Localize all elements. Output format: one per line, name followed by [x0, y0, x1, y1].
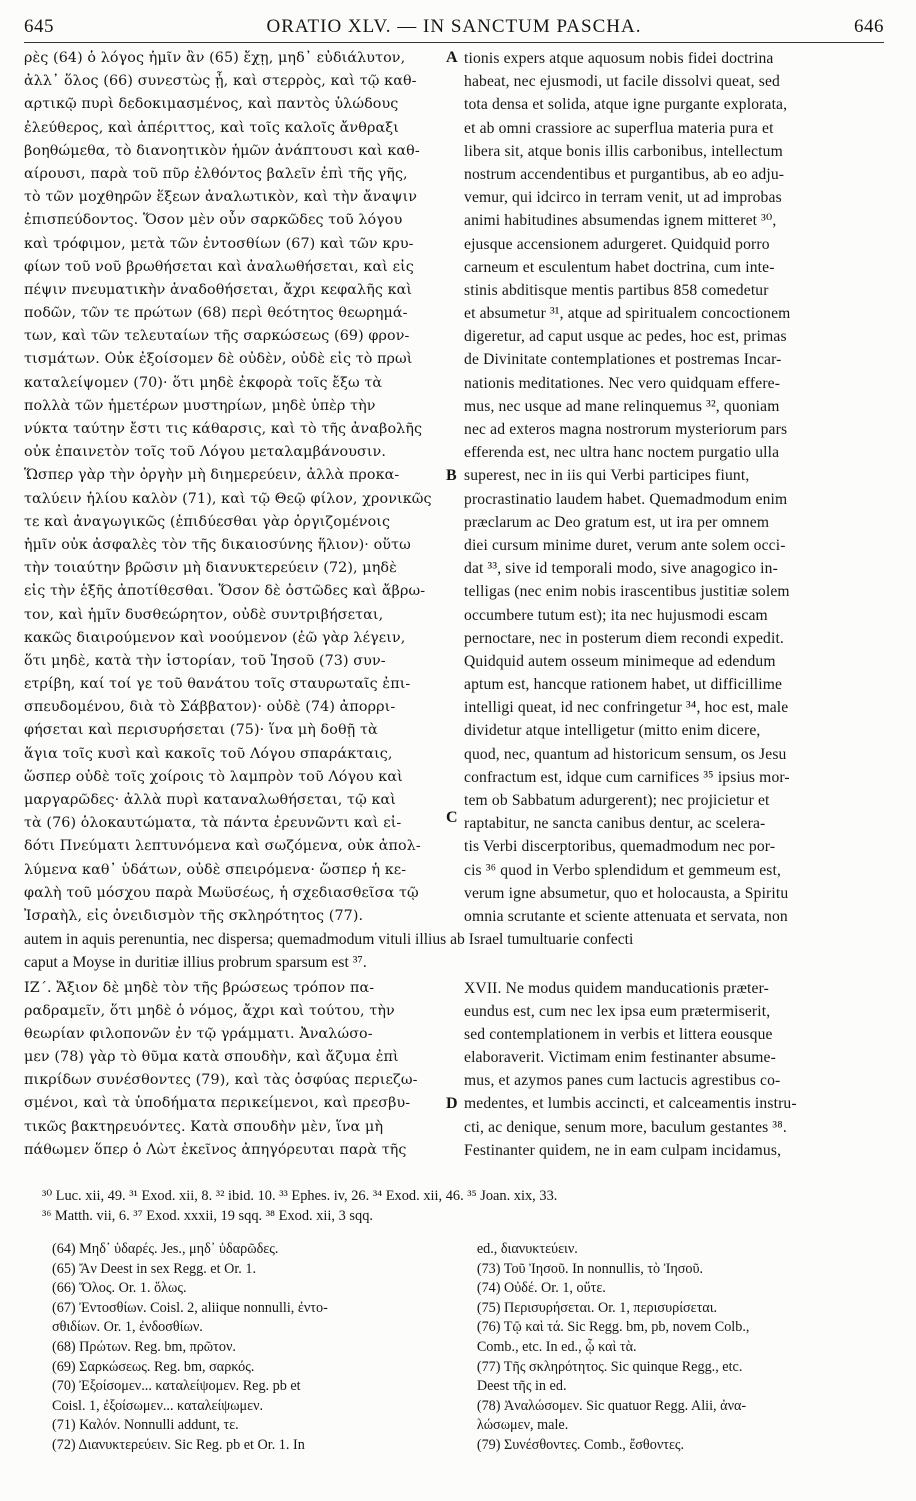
latin-column-xvii: [462, 977, 884, 1163]
full-width-latin: [24, 928, 884, 974]
latin-line: nostrum accendentibus et purgantibus, ab eo adju-: [464, 165, 785, 183]
greek-line: Ἰσραὴλ, εἰς ὀνειδισμὸν τῆς σκληρότητος (77).: [24, 907, 364, 924]
greek-column: [24, 47, 442, 928]
greek-line: τικῶς βακτηρευόντες. Κατὰ σπουδὴν μὲν, ἵνα μὴ: [24, 1118, 384, 1135]
latin-line: procrastinatio laudem habet. Quemadmodum enim: [464, 490, 788, 508]
latin-line: occumbere tutum est); ita nec hujusmodi escam: [464, 606, 768, 624]
margin-letter-c: C: [446, 809, 458, 826]
greek-line: φίων τοῦ νοῦ βρωθήσεται καὶ ἀναλωθήσεται, καὶ εἰς: [24, 258, 414, 275]
latin-line: pernoctare, nec in posterum diem recondi expedit.: [464, 629, 784, 647]
latin-line: digeretur, ad caput usque ac pedes, hoc est, primas: [464, 328, 787, 346]
greek-line: αρτικῷ πυρὶ δεδοκιμασμένος, καὶ παντὸς ὑλώδους: [24, 96, 399, 113]
greek-line: ραδραμεῖν, ὅτι μηδὲ ὁ νόμος, ἄχρι καὶ τούτου, τὴν: [24, 1002, 395, 1019]
scripture-ref-line: ³⁶ Matth. vii, 6. ³⁷ Exod. xxxii, 19 sqq. ³⁸ Exod. xii, 3 sqq.: [42, 1208, 373, 1224]
note-line: (68) Πρώτων. Reg. bm, πρῶτον.: [52, 1338, 236, 1355]
latin-line: tota densa et solida, atque igne purgante explorata,: [464, 96, 788, 114]
latin-line: eundus est, cum nec lex ipsa eum prætermiserit,: [464, 1002, 771, 1020]
greek-line: οὐκ ἐπαινετὸν τοῖς τοῦ Λόγου μεταλαμβάνουσιν.: [24, 444, 386, 461]
latin-line: nec ad exteros magna nostrorum mysteriorum pars: [464, 421, 788, 438]
greek-line: τισμάτων. Οὐκ ἐξοίσομεν δὲ οὐδὲν, οὐδὲ εἰς τὸ πρωὶ: [24, 351, 413, 368]
greek-line: μαργαρῶδες· ἀλλὰ πυρὶ καταναλωθήσεται, τῷ καὶ: [24, 792, 396, 808]
page-title: ORATIO XLV. — IN SANCTUM PASCHA.: [266, 16, 642, 37]
greek-line: τὰ (76) ὁλοκαυτώματα, τὰ πάντα ἐρευνῶντι καὶ εἰ-: [24, 815, 402, 832]
latin-line: intelligi queat, id nec confringetur ³⁴, hoc est, male: [464, 699, 789, 717]
greek-line: καταλείψομεν (70)· ὅτι μηδὲ ἐκφορὰ τοῖς ἔξω τὰ: [24, 374, 383, 391]
note-line: (78) Ἀναλώσομεν. Sic quatuor Regg. Alii, ἀνα-: [476, 1397, 747, 1414]
greek-line: πικρίδων συνέσθοντες (79), καὶ τὰς ὀσφύας περιεζω-: [24, 1072, 418, 1089]
note-line: (69) Σαρκώσεως. Reg. bm, σαρκός.: [52, 1358, 255, 1375]
greek-line: δότι Πνεύματι λεπτυνόμενα καὶ σωζόμενα, οὐκ ἀπολ-: [24, 838, 421, 855]
greek-line: τε καὶ ἀναγωγικῶς (ἐπιδύεσθαι γὰρ ὀργιζομένοις: [24, 513, 391, 530]
greek-line: των, καὶ τῶν τελευταίων τῆς σαρκώσεως (69) φρον-: [24, 328, 410, 345]
latin-line: et ab omni crassiore ac superflua materia pura et: [464, 119, 774, 137]
latin-column: [462, 47, 884, 928]
latin-line: de Divinitate contemplationes et postremas Incar-: [464, 351, 782, 369]
greek-line: θεωρίαν φιλοπονῶν ἐν τῷ γράμματι. Ἀναλώσο-: [24, 1025, 373, 1042]
latin-line: omnia scrutante et sciente attenuata et servata, non: [464, 907, 788, 925]
note-line: (76) Τῷ καὶ τά. Sic Regg. bm, pb, novem Colb.,: [476, 1319, 750, 1336]
note-line: (67) Ἐντοσθίων. Coisl. 2, aliique nonnulli, ἐντο-: [52, 1299, 328, 1316]
note-line: λώσωμεν, male.: [476, 1417, 569, 1434]
greek-line: τὸ τῶν μοχθηρῶν ἕξεων ἀναλωτικὸν, καὶ τὴν ἄναψιν: [24, 189, 418, 206]
latin-line: mus, et azymos panes cum lactucis agrestibus co-: [464, 1072, 781, 1090]
greek-line: τον, καὶ ἡμῖν δυσθεώρητον, οὐδὲ συντριβήσεται,: [24, 606, 384, 623]
latin-line: elaboraverit. Victimam enim festinanter absume-: [464, 1049, 776, 1067]
greek-line: τὴν τοιαύτην βρῶσιν μὴ διανυκτερεύειν (72), μηδὲ: [24, 560, 397, 577]
page-header: [24, 12, 884, 43]
note-line: Comb., etc. In ed., ᾧ καὶ τὰ.: [476, 1338, 637, 1355]
greek-line: ὅτι μηδὲ, κατὰ τὴν ἱστορίαν, τοῦ Ἰησοῦ (73) συν-: [24, 652, 386, 669]
latin-line: telligas (nec enim nobis irascentibus justitiæ solem: [464, 583, 790, 601]
greek-line: καὶ τρόφιμον, μετὰ τῶν ἐντοσθίων (67) καὶ τῶν κρυ-: [24, 235, 414, 252]
latin-line: vemur, qui idcirco in terram venit, ut ad improbas: [464, 189, 782, 207]
note-line: (66) Ὅλος. Or. 1. ὅλως.: [52, 1280, 187, 1297]
left-page-number: 645: [24, 16, 54, 37]
latin-line: efferenda est, nec ultra hanc noctem purgatio ulla: [464, 444, 780, 462]
greek-line: κακῶς διαιρούμενον καὶ νοούμενον (ἐῶ γὰρ λέγειν,: [24, 629, 406, 646]
greek-line: ρὲς (64) ὁ λόγος ἡμῖν ἂν (65) ἔχῃ, μηδ᾽ εὐδιάλυτον,: [24, 50, 406, 66]
notes-left-column: [24, 1240, 469, 1456]
greek-column-xvii: [24, 977, 442, 1163]
greek-line: πάθωμεν ὅπερ ὁ Λὼτ ἐκεῖνος ἀπηγόρευται παρὰ τῆς: [24, 1141, 407, 1158]
latin-line: animi habitudines absumendas ignem mitteret ³⁰,: [464, 212, 777, 230]
note-line: ed., διανυκτεύειν.: [476, 1241, 578, 1257]
latin-line: et absumetur ³¹, atque ad spiritualem concoctionem: [464, 305, 791, 323]
latin-line: carneum et esculentum habet doctrina, cum inte-: [464, 258, 775, 276]
greek-line: φαλὴ τοῦ μόσχου παρὰ Μωϋσέως, ἡ σχεδιασθεῖσα τῷ: [24, 884, 419, 901]
note-line: σθιδίων. Or. 1, ἐνδοσθίων.: [52, 1319, 203, 1336]
latin-line: quod, nec, quantum ad historicum sensum, os Jesu: [464, 745, 787, 763]
greek-line: βοηθώμεθα, τὸ διανοητικὸν ἡμῶν ἀνάπτουσι καὶ καθ-: [24, 142, 420, 159]
latin-line: dat ³³, sive id temporali modo, sive anagogico in-: [464, 560, 778, 578]
greek-line: ἀλλ᾽ ὅλος (66) συνεστὼς ᾖ, καὶ στερρὸς, καὶ τῷ καθ-: [24, 73, 417, 90]
latin-line: diei cursum minime duret, verum ante solem occi-: [464, 536, 786, 554]
greek-line: ὥσπερ οὐδὲ τοῖς χοίροις τὸ λαμπρὸν τοῦ Λόγου καὶ: [24, 768, 403, 785]
latin-line: tis Verbi discerptoribus, quemadmodum nec por-: [464, 838, 776, 856]
latin-line: Festinanter quidem, ne in eam culpam incidamus,: [464, 1141, 782, 1159]
scripture-references: [24, 1186, 884, 1226]
note-line: (70) Ἐξοίσομεν... καταλείψομεν. Reg. pb et: [52, 1378, 301, 1395]
greek-line: πέψιν πνευματικὴν ἀναδοθήσεται, ἄχρι κεφαλῆς καὶ: [24, 281, 413, 298]
latin-line: raptabitur, ne sancta canibus dentur, ac scelera-: [464, 815, 766, 833]
latin-line: tionis expers atque aquosum nobis fidei doctrina: [464, 50, 774, 67]
margin-gutter: [442, 47, 462, 928]
latin-line: mus, nec usque ad mane relinquemus ³², quoniam: [464, 397, 780, 415]
latin-line: habeat, nec ejusmodi, ut facile dissolvi queat, sed: [464, 73, 780, 91]
latin-line: tem ob Sabbatum adurgerent); nec projicietur et: [464, 792, 770, 809]
latin-line: superest, nec in iis qui Verbi participes fiunt,: [464, 467, 750, 485]
note-line: (75) Περισυρήσεται. Or. 1, περισυρίσεται.: [476, 1299, 718, 1316]
main-columns: [24, 47, 884, 928]
greek-line: ετρίβη, καί τοί γε τοῦ θανάτου τοῖς σταυρωταῖς ἐπι-: [24, 676, 411, 693]
note-line: (72) Διανυκτερεύειν. Sic Reg. pb et Or. 1. In: [52, 1436, 305, 1453]
latin-line: dividetur atque intelligetur (mitto enim dicere,: [464, 722, 761, 740]
greek-line: μεν (78) γὰρ τὸ θῦμα κατὰ σπουδὴν, καὶ ἄζυμα ἐπὶ: [24, 1049, 399, 1066]
note-line: (64) Μηδ᾽ ὑδαρές. Jes., μηδ᾽ ὑδαρῶδες.: [52, 1241, 279, 1257]
full-width-line: caput a Moyse in duritiæ illius probrum sparsum est ³⁷.: [24, 954, 367, 972]
greek-line: ἐπισπεύδοντος. Ὅσον μὲν οὖν σαρκῶδες τοῦ λόγου: [24, 212, 403, 229]
note-line: (71) Καλόν. Nonnulli addunt, τε.: [52, 1417, 239, 1434]
latin-line: aptum est, hancque rationem habet, ut difficillime: [464, 676, 783, 694]
greek-line: ἡμῖν οὐκ ἀσφαλὲς τὸν τῆς δικαιοσύνης ἥλιον)· οὕτω: [24, 536, 411, 553]
note-line: Deest τῆς in ed.: [476, 1378, 567, 1395]
greek-line: ΙΖ΄. Ἄξιον δὲ μηδὲ τὸν τῆς βρώσεως τρόπον πα-: [24, 979, 375, 996]
greek-line: πολλὰ τῶν ἡμετέρων μυστηρίων, μηδὲ ὑπὲρ τὴν: [24, 397, 376, 414]
greek-line: Ὥσπερ γὰρ τὴν ὀργὴν μὴ διημερεύειν, ἀλλὰ προκα-: [24, 467, 400, 484]
greek-line: νύκτα ταύτην ἔστι τις κάθαρσις, καὶ τὸ τῆς ἀναβολῆς: [24, 421, 423, 437]
latin-line: ejusque accensionem adurgeret. Quidquid porro: [464, 235, 770, 253]
greek-line: ποδῶν, τῶν τε πρώτων (68) περὶ θεότητος θεωρημά-: [24, 305, 408, 322]
note-line: (77) Τῆς σκληρότητος. Sic quinque Regg., etc.: [476, 1358, 743, 1375]
right-page-number: 646: [853, 16, 884, 37]
latin-line: confractum est, idque cum carnifices ³⁵ ipsius mor-: [464, 768, 790, 786]
margin-letter-b: B: [446, 467, 457, 484]
margin-letter-d: D: [446, 1094, 458, 1112]
latin-line: præclarum ac Deo gratum est, ut ira per omnem: [464, 513, 770, 531]
latin-line: libera sit, atque bonis illis carbonibus, intellectum: [464, 142, 783, 160]
greek-line: σμένοι, καὶ τὰ ὑποδήματα περικείμενοι, καὶ πρεσβυ-: [24, 1095, 411, 1112]
latin-line: XVII. Ne modus quidem manducationis præter-: [464, 979, 769, 997]
greek-line: φήσεται καὶ περισυρήσεται (75)· ἵνα μὴ δοθῇ τὰ: [24, 722, 378, 739]
greek-line: ἅγια τοῖς κυσὶ καὶ κακοῖς τοῦ Λόγου σπαράκταις,: [24, 745, 393, 762]
greek-line: ταλύειν ἡλίου καλὸν (71), καὶ τῷ Θεῷ φίλον, χρονικῶς: [24, 490, 432, 507]
note-line: (79) Συνέσθοντες. Comb., ἔσθοντες.: [476, 1436, 685, 1453]
greek-line: λύμενα καθ᾽ ὑδάτων, οὐδὲ σπειρόμενα· ὥσπερ ἡ κε-: [24, 861, 407, 878]
latin-line: cti, ac denique, senum more, baculum gestantes ³⁸.: [464, 1118, 787, 1136]
greek-line: αίρουσι, παρὰ τοῦ πῦρ ἐλθόντος βαλεῖν ἐπὶ τῆς γῆς,: [24, 165, 408, 182]
section-xvii: [24, 977, 884, 1163]
note-line: Coisl. 1, ἐξοίσωμεν... καταλείψωμεν.: [52, 1397, 264, 1414]
note-line: (74) Οὐδέ. Or. 1, οὔτε.: [476, 1280, 606, 1297]
latin-line: medentes, et lumbis accincti, et calceamentis instru-: [464, 1095, 797, 1113]
latin-line: sed contemplationem in verbis et littera eousque: [464, 1025, 773, 1043]
latin-line: verum igne absumetur, quo et holocausta, a Spiritu: [464, 884, 789, 902]
latin-line: nationis meditationes. Nec vero quidquam effere-: [464, 374, 781, 392]
latin-line: cis ³⁶ quod in Verbo splendidum et gemmeum est,: [464, 861, 782, 879]
notes-right-column: [469, 1240, 884, 1456]
note-line: (73) Τοῦ Ἰησοῦ. In nonnullis, τὸ Ἰησοῦ.: [476, 1260, 704, 1277]
critical-notes: [24, 1240, 884, 1456]
greek-line: εἰς τὴν ἑξῆς ἀποτίθεσθαι. Ὅσον δὲ ὀστῶδες καὶ ἄβρω-: [24, 583, 426, 600]
greek-line: ἐλεύθερος, καὶ ἀπέριττος, καὶ τοῖς καλοῖς ἄνθραξι: [24, 119, 399, 136]
margin-gutter-xvii: [442, 977, 462, 1163]
scripture-ref-line: ³⁰ Luc. xii, 49. ³¹ Exod. xii, 8. ³² ibid. 10. ³³ Ephes. iv, 26. ³⁴ Exod. xii, 46. ³⁵ Joan. xix, 33.: [42, 1188, 558, 1204]
note-line: (65) Ἄν Deest in sex Regg. et Or. 1.: [52, 1260, 257, 1277]
margin-letter-a: A: [446, 49, 458, 66]
latin-line: stinis abditisque mentis partibus 858 comedetur: [464, 281, 769, 299]
latin-line: Quidquid autem osseum minimeque ad edendum: [464, 652, 776, 670]
full-width-line: autem in aquis perenuntia, nec dispersa; quemadmodum vituli illius ab Israel tumultuarie confecti: [24, 931, 634, 949]
greek-line: σπευδομένου, διὰ τὸ Σάββατον)· οὐδὲ (74) ἀπορρι-: [24, 699, 396, 716]
